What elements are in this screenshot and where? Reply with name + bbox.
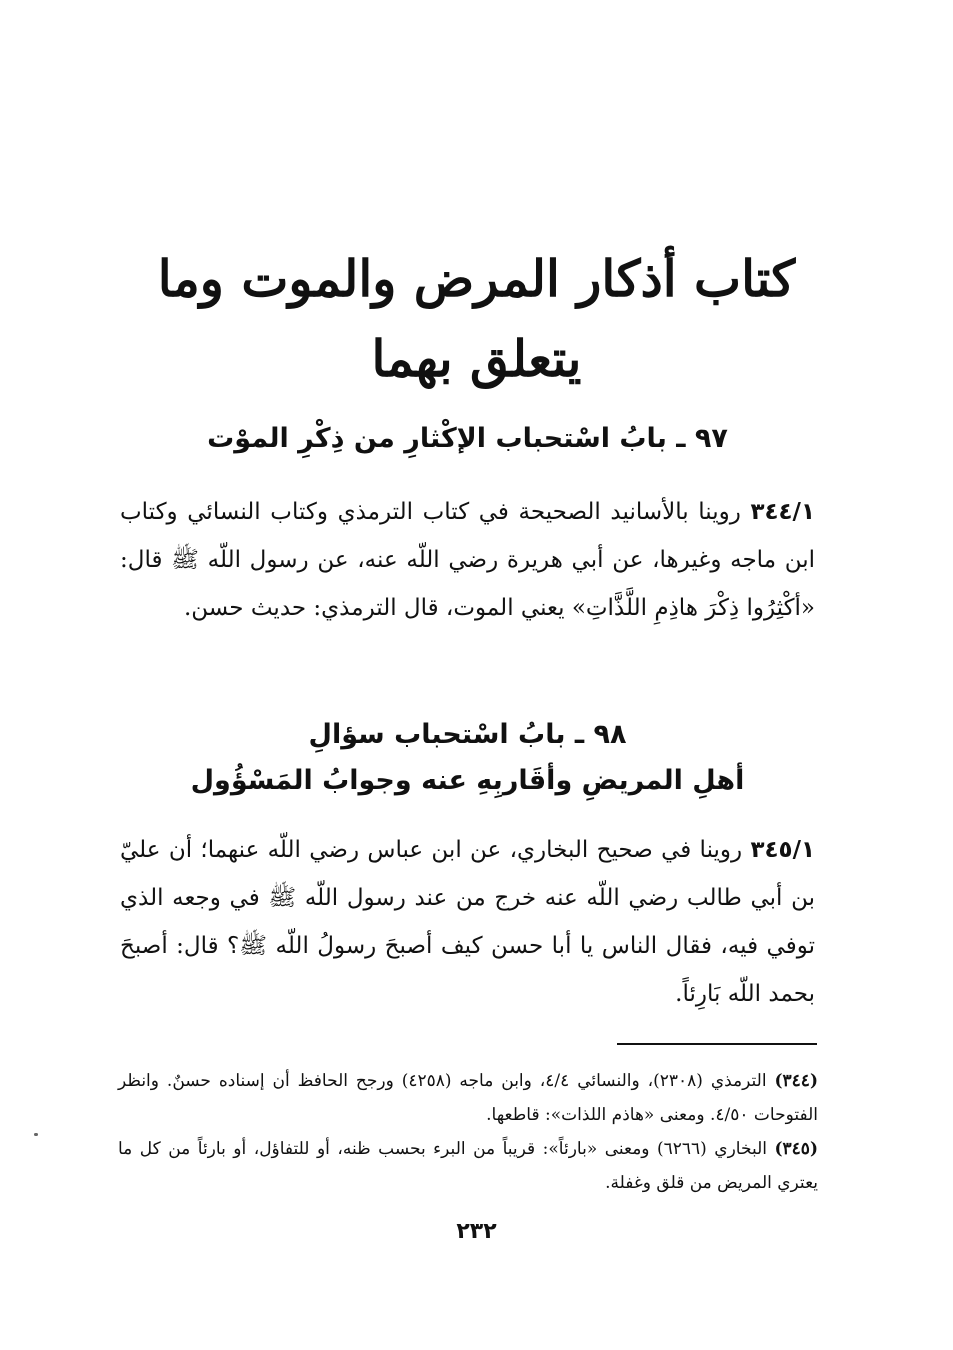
footnote-text: البخاري (٦٢٦٦) ومعنى «بارئاً»: قريباً من البرء بحسب ظنه، أو للتفاؤل، أو بارئاً من كل ما يعتري المريض من قلق وغفلة. xyxy=(118,1139,818,1193)
footnote xyxy=(118,1064,818,1132)
chapter-heading-line: ٩٧ ـ بابُ اسْتحباب الإكْثارِ من ذِكْرِ الموْت xyxy=(207,423,728,454)
footnote-ref: (٣٤٥) xyxy=(774,1139,818,1159)
hadith-paragraph xyxy=(120,488,815,632)
book-title: كتاب أذكار المرض والموت وما يتعلق بهما xyxy=(157,248,796,388)
chapter-heading xyxy=(120,416,815,462)
hadith-text: روينا بالأسانيد الصحيحة في كتاب الترمذي وكتاب النسائي وكتاب ابن ماجه وغيرها، عن أبي هريرة رضي اللّه عنه، عن رسول اللّه ﷺ قال: «أكْثِرُوا ذِكْرَ هاذِمِ اللَّذَّاتِ» يعني الموت، قال الترمذي: حديث حسن. xyxy=(120,499,816,621)
chapter-98 xyxy=(120,712,815,1018)
footnotes xyxy=(118,1064,818,1200)
page-number: ٢٣٢ xyxy=(456,1219,497,1244)
footnote-text: الترمذي (٢٣٠٨)، والنسائي ٤/٤، وابن ماجه (٤٢٥٨) ورجح الحافظ أن إسناده حسنٌ. وانظر الفتوحات ٤/٥٠. ومعنى «هاذم اللذات»: قاطعها. xyxy=(118,1071,818,1125)
hadith-text: روينا في صحيح البخاري، عن ابن عباس رضي اللّه عنهما؛ أن عليّ بن أبي طالب رضي اللّه عنه خرج من عند رسول اللّه ﷺ في وجعه الذي توفي فيه، فقال الناس يا أبا حسن كيف أصبحَ رسولُ اللّه ﷺ؟ قال: أصبحَ بحمد اللّه بَارِئاً. xyxy=(120,837,815,1007)
chapter-heading-line: ٩٨ ـ بابُ اسْتحباب سؤالِ xyxy=(308,719,627,750)
chapter-heading-line: أهلِ المريضِ وأقَاربِهِ عنه وجوابُ المَسْؤُول xyxy=(190,765,745,796)
footnote-separator xyxy=(617,1043,817,1045)
scan-speck xyxy=(34,1133,38,1136)
hadith-number: ٣٤٤/١ xyxy=(750,499,815,525)
chapter-heading xyxy=(120,712,815,804)
hadith-number: ٣٤٥/١ xyxy=(750,837,816,863)
chapter-97 xyxy=(120,416,815,632)
footnote xyxy=(118,1132,818,1200)
hadith-paragraph xyxy=(120,826,815,1018)
footnote-ref: (٣٤٤) xyxy=(774,1071,818,1091)
